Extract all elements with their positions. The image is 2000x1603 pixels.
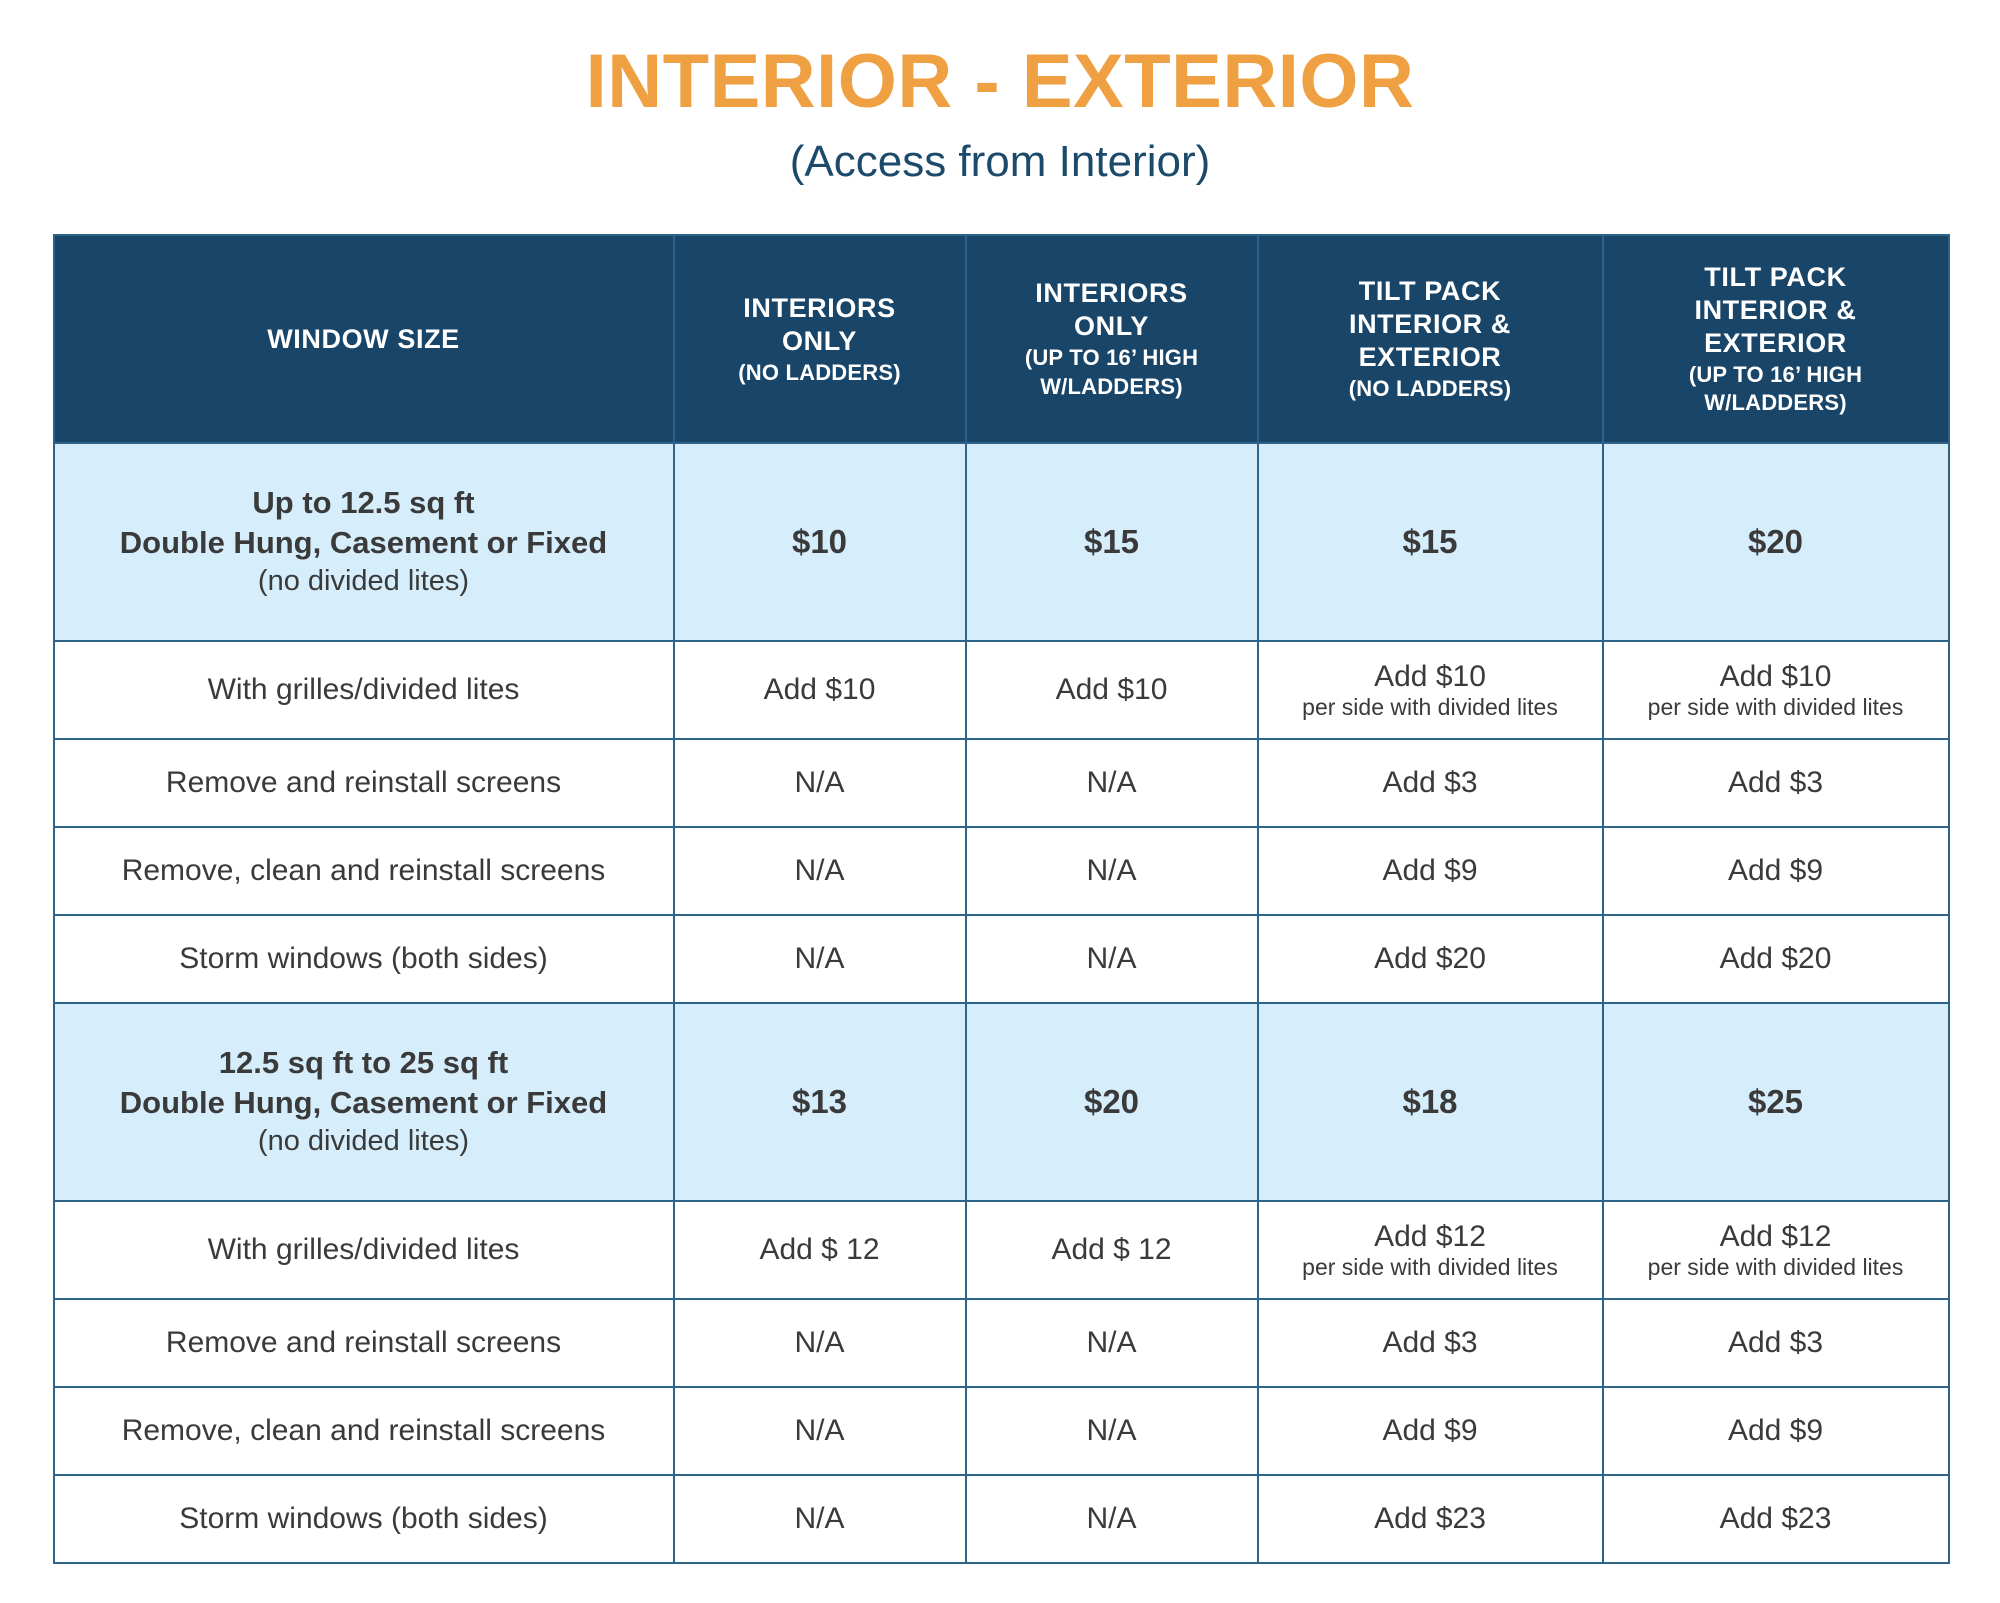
price-cell: Add $23 [1603, 1475, 1949, 1563]
column-header-interiors-only-no-ladders [674, 235, 966, 443]
row-service-label: Remove and reinstall screens [54, 1299, 674, 1387]
row-size-line1: Up to 12.5 sq ft [252, 484, 475, 520]
row-service-label: Remove and reinstall screens [54, 739, 674, 827]
column-header-window-size-label: WINDOW SIZE [267, 323, 460, 354]
price-cell: $13 [674, 1003, 966, 1201]
col3-line3: EXTERIOR [1358, 342, 1502, 373]
col1-line2: ONLY [782, 325, 857, 356]
price-value: Add $12 [1374, 1219, 1486, 1253]
price-cell: $15 [966, 443, 1258, 641]
table-body [54, 443, 1949, 1563]
column-header-tilt-pack-ladders [1603, 235, 1949, 443]
row-service-label: With grilles/divided lites [54, 1201, 674, 1299]
price-note: per side with divided lites [1302, 693, 1558, 720]
price-cell: Add $ 12 [674, 1201, 966, 1299]
table-row [54, 1299, 1949, 1387]
price-cell: N/A [966, 739, 1258, 827]
row-service-label: With grilles/divided lites [54, 641, 674, 739]
price-value: Add $10 [1374, 659, 1486, 693]
col3-line1: TILT PACK [1358, 276, 1502, 307]
price-cell: N/A [674, 1387, 966, 1475]
price-cell: Add $3 [1258, 739, 1603, 827]
price-cell: N/A [674, 827, 966, 915]
row-service-label: Remove, clean and reinstall screens [54, 1387, 674, 1475]
price-cell: N/A [966, 1299, 1258, 1387]
table-row [54, 1201, 1949, 1299]
price-cell [1603, 1201, 1949, 1299]
price-cell: N/A [966, 1387, 1258, 1475]
col2-line2: ONLY [1074, 311, 1149, 342]
pricing-table [53, 234, 1950, 1564]
price-cell: N/A [674, 915, 966, 1003]
price-cell: $20 [1603, 443, 1949, 641]
col4-sub-line1: (UP TO 16’ HIGH [1688, 361, 1863, 387]
col2-line1: INTERIORS [1035, 278, 1188, 309]
price-cell: $15 [1258, 443, 1603, 641]
table-row [54, 915, 1949, 1003]
price-note: per side with divided lites [1647, 1253, 1904, 1280]
column-header-interiors-only-ladders [966, 235, 1258, 443]
row-size-label [54, 443, 674, 641]
price-cell: $18 [1258, 1003, 1603, 1201]
price-cell: Add $3 [1603, 739, 1949, 827]
col4-line3: EXTERIOR [1704, 327, 1847, 358]
price-cell: Add $9 [1603, 827, 1949, 915]
row-size-line3: (no divided lites) [257, 565, 470, 598]
title-block [0, 0, 2000, 184]
price-cell: Add $3 [1258, 1299, 1603, 1387]
page-title: INTERIOR - EXTERIOR [585, 39, 1415, 124]
column-header-tilt-pack-no-ladders [1258, 235, 1603, 443]
price-value: Add $10 [1719, 659, 1832, 693]
col1-line1: INTERIORS [743, 292, 896, 323]
col4-line2: INTERIOR & [1694, 294, 1857, 325]
price-cell: N/A [674, 1475, 966, 1563]
row-service-label: Remove, clean and reinstall screens [54, 827, 674, 915]
price-note: per side with divided lites [1647, 693, 1904, 720]
row-service-label: Storm windows (both sides) [54, 915, 674, 1003]
col4-line1: TILT PACK [1704, 261, 1847, 292]
table-row [54, 1387, 1949, 1475]
row-service-label: Storm windows (both sides) [54, 1475, 674, 1563]
price-cell: Add $3 [1603, 1299, 1949, 1387]
price-cell: $10 [674, 443, 966, 641]
table-row [54, 739, 1949, 827]
table-row [54, 1003, 1949, 1201]
price-value: Add $12 [1719, 1219, 1832, 1253]
price-cell: $20 [966, 1003, 1258, 1201]
col1-sub: (NO LADDERS) [738, 359, 901, 385]
price-cell: Add $10 [674, 641, 966, 739]
row-size-line2: Double Hung, Casement or Fixed [119, 1085, 608, 1121]
col3-line2: INTERIOR & [1348, 309, 1511, 340]
price-cell: Add $ 12 [966, 1201, 1258, 1299]
table-row [54, 1475, 1949, 1563]
price-cell: $25 [1603, 1003, 1949, 1201]
price-cell: N/A [966, 915, 1258, 1003]
price-cell: Add $23 [1258, 1475, 1603, 1563]
pricing-table-wrap [53, 234, 1948, 1564]
row-size-label [54, 1003, 674, 1201]
table-row [54, 827, 1949, 915]
price-cell: N/A [966, 827, 1258, 915]
price-cell: Add $20 [1258, 915, 1603, 1003]
price-cell: Add $20 [1603, 915, 1949, 1003]
col4-sub-line2: W/LADDERS) [1704, 390, 1847, 416]
row-size-line1: 12.5 sq ft to 25 sq ft [218, 1044, 509, 1080]
table-head [54, 235, 1949, 443]
price-note: per side with divided lites [1302, 1253, 1558, 1280]
table-row [54, 641, 1949, 739]
table-header-row [54, 235, 1949, 443]
price-cell: N/A [966, 1475, 1258, 1563]
price-cell [1258, 641, 1603, 739]
price-cell [1603, 641, 1949, 739]
col3-sub: (NO LADDERS) [1348, 375, 1512, 401]
row-size-line2: Double Hung, Casement or Fixed [119, 525, 608, 561]
column-header-window-size [54, 235, 674, 443]
price-cell: Add $9 [1258, 827, 1603, 915]
price-cell: Add $9 [1258, 1387, 1603, 1475]
price-cell: N/A [674, 739, 966, 827]
table-row [54, 443, 1949, 641]
col2-sub-line1: (UP TO 16’ HIGH [1024, 345, 1199, 371]
row-size-line3: (no divided lites) [257, 1125, 470, 1158]
col2-sub-line2: W/LADDERS) [1040, 373, 1183, 399]
price-cell: Add $10 [966, 641, 1258, 739]
price-cell [1258, 1201, 1603, 1299]
page-subtitle: (Access from Interior) [789, 137, 1211, 186]
price-cell: Add $9 [1603, 1387, 1949, 1475]
price-cell: N/A [674, 1299, 966, 1387]
